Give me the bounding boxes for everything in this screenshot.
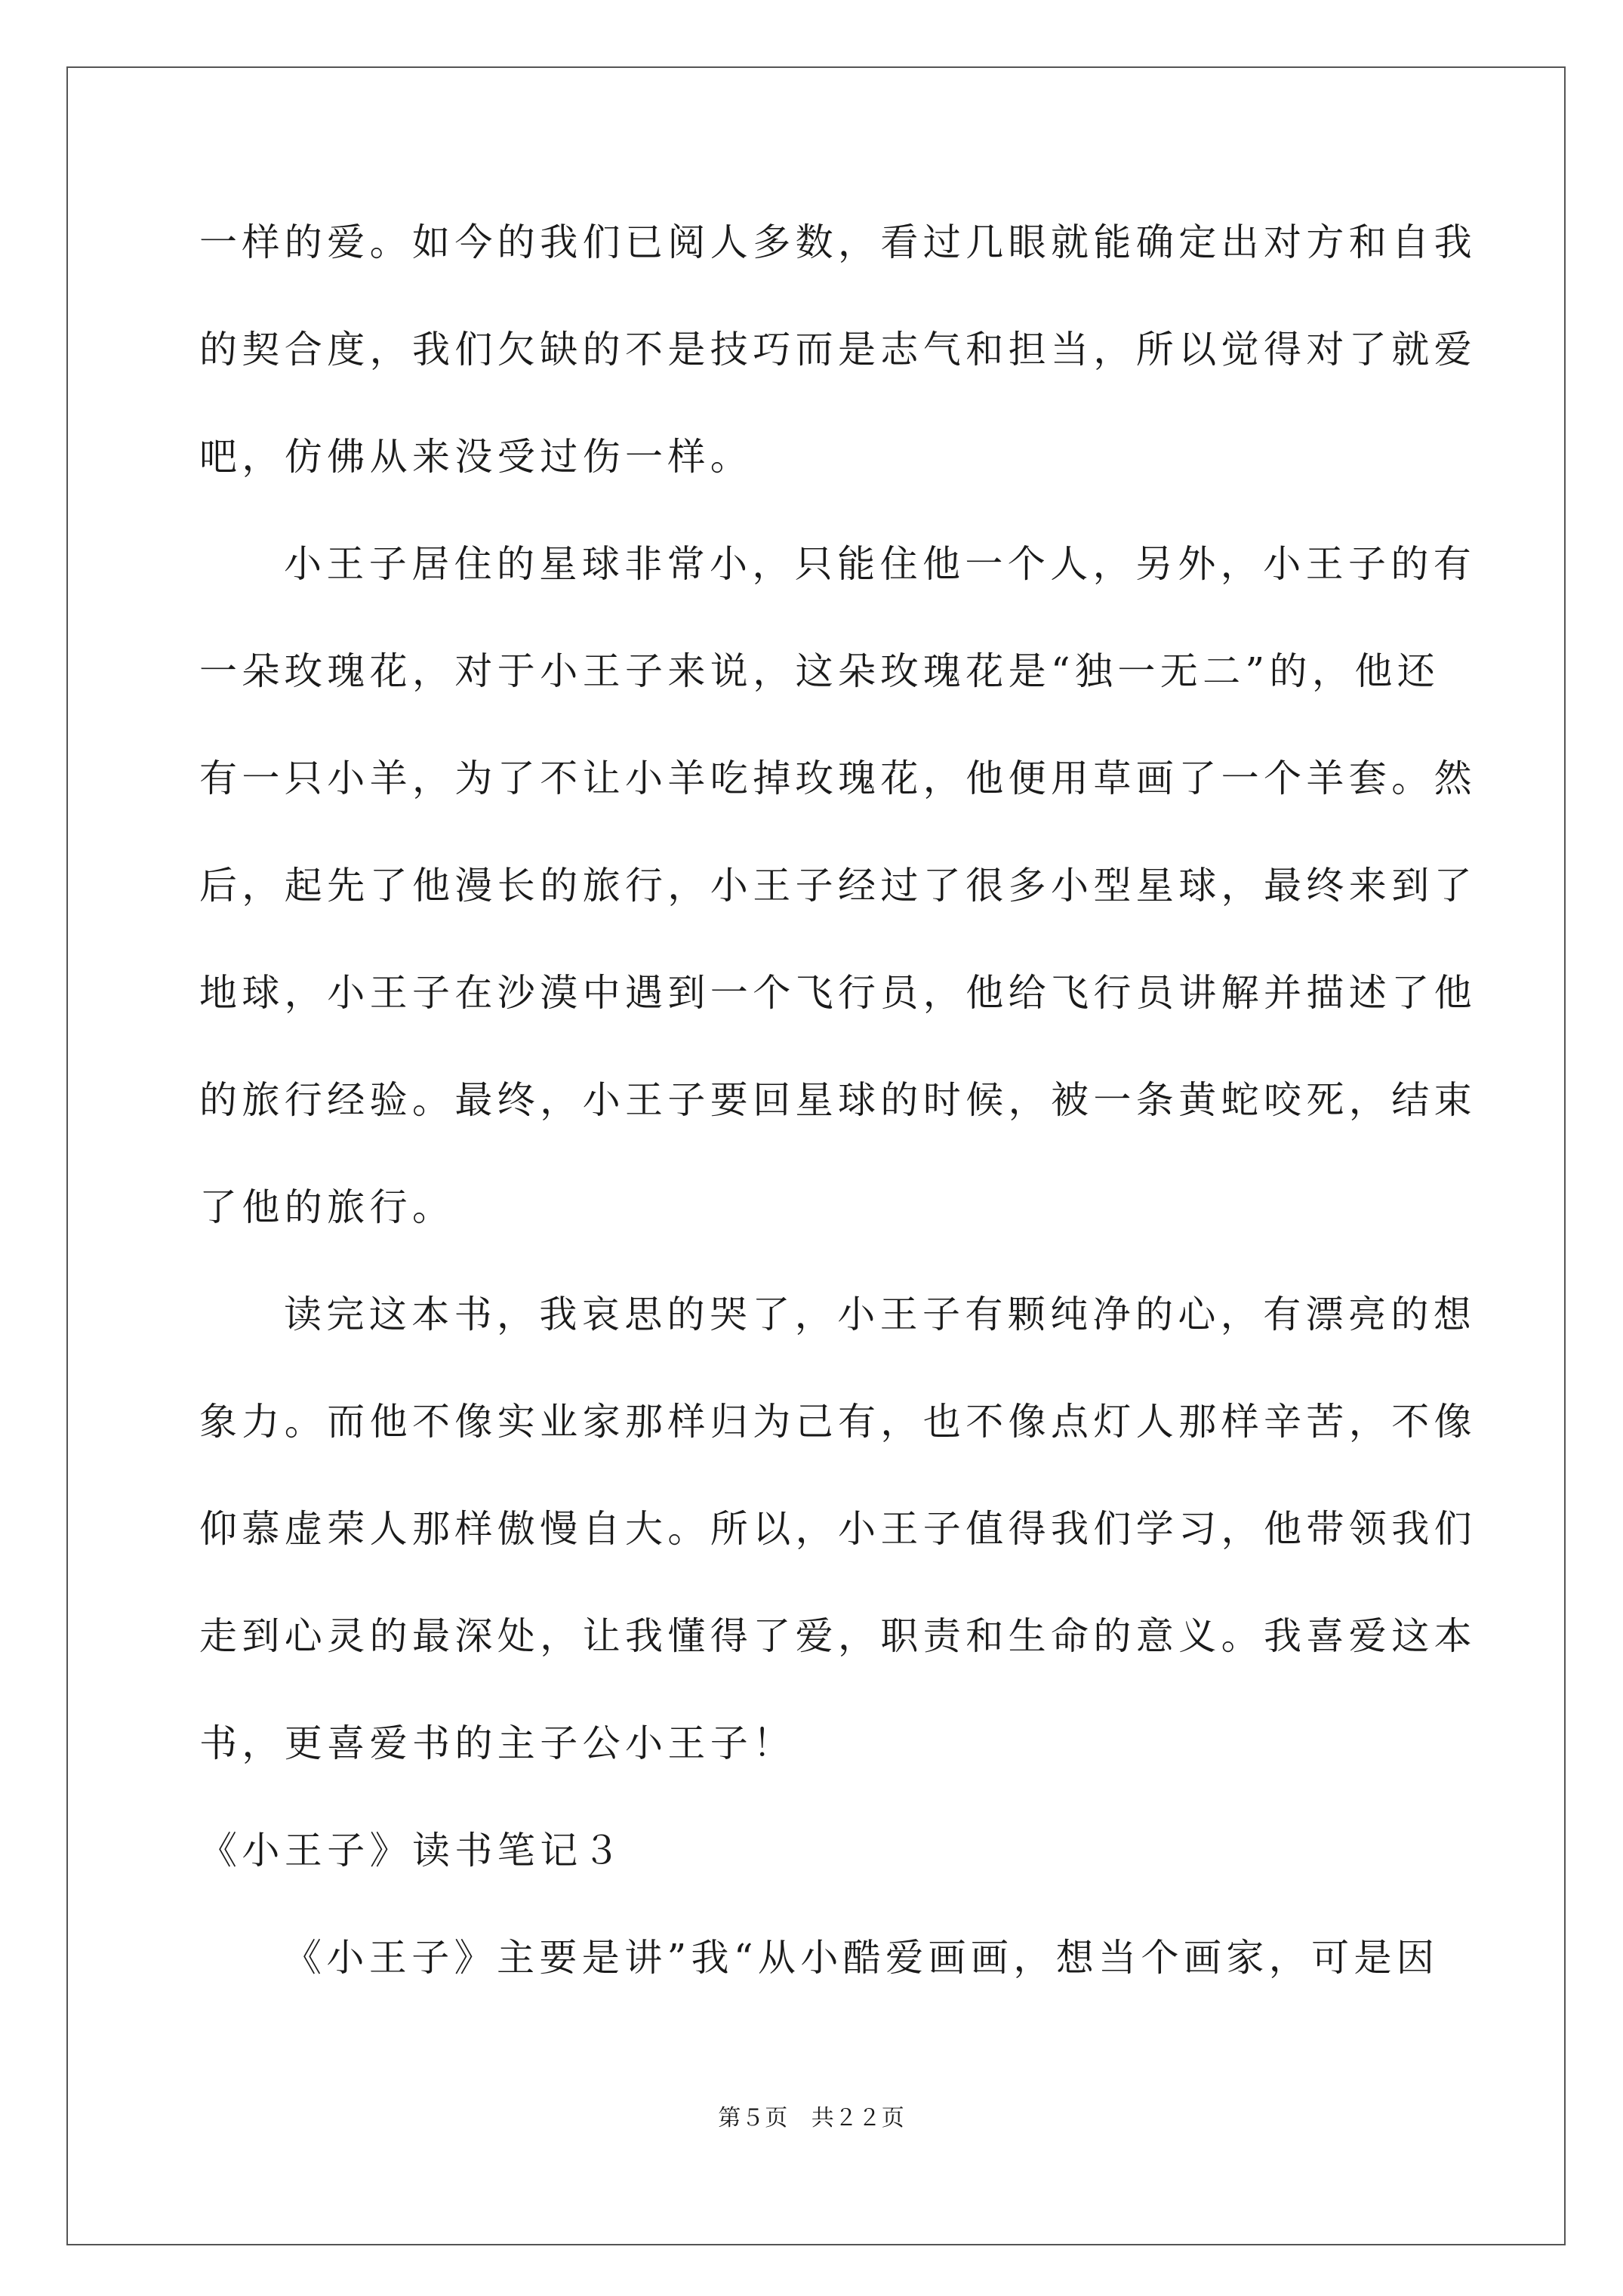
text-line: 读完这本书，我哀思的哭了，小王子有颗纯净的心，有漂亮的想 bbox=[284, 1293, 1477, 1336]
document-body bbox=[199, 189, 1477, 2011]
text-line: 后，起先了他漫长的旅行，小王子经过了很多小型星球，最终来到了 bbox=[199, 864, 1477, 908]
text-line: 《小王子》主要是讲”我“从小酷爱画画，想当个画家，可是因 bbox=[284, 1936, 1440, 1980]
text-line: 小王子居住的星球非常小，只能住他一个人，另外，小王子的有 bbox=[284, 542, 1477, 586]
text-line: 的旅行经验。最终，小王子要回星球的时候，被一条黄蛇咬死，结束 bbox=[199, 1078, 1477, 1122]
page-total: 共２２页 bbox=[811, 2105, 905, 2131]
text-line: 仰慕虚荣人那样傲慢自大。所以，小王子值得我们学习，他带领我们 bbox=[199, 1507, 1477, 1551]
text-line: 走到心灵的最深处，让我懂得了爱，职责和生命的意义。我喜爱这本 bbox=[199, 1614, 1477, 1658]
text-line: 一样的爱。如今的我们已阅人多数，看过几眼就能确定出对方和自我 bbox=[199, 220, 1477, 264]
page-number: 第５页 bbox=[718, 2105, 789, 2131]
text-line: 书，更喜爱书的主子公小王子！ bbox=[199, 1721, 796, 1765]
text-line: 一朵玫瑰花，对于小王子来说，这朵玫瑰花是“独一无二”的，他还 bbox=[199, 649, 1440, 693]
text-line: 了他的旅行。 bbox=[199, 1185, 455, 1229]
text-line: 的契合度，我们欠缺的不是技巧而是志气和担当，所以觉得对了就爱 bbox=[199, 328, 1477, 371]
text-line: 吧，仿佛从来没受过伤一样。 bbox=[199, 435, 753, 479]
section-heading: 《小王子》读书笔记３ bbox=[199, 1829, 625, 1872]
text-line: 有一只小羊，为了不让小羊吃掉玫瑰花，他便用草画了一个羊套。然 bbox=[199, 757, 1477, 800]
text-line: 地球，小王子在沙漠中遇到一个飞行员，他给飞行员讲解并描述了他 bbox=[199, 971, 1477, 1015]
text-line: 象力。而他不像实业家那样归为己有，也不像点灯人那样辛苦，不像 bbox=[199, 1400, 1477, 1444]
page-footer bbox=[0, 2099, 1623, 2132]
